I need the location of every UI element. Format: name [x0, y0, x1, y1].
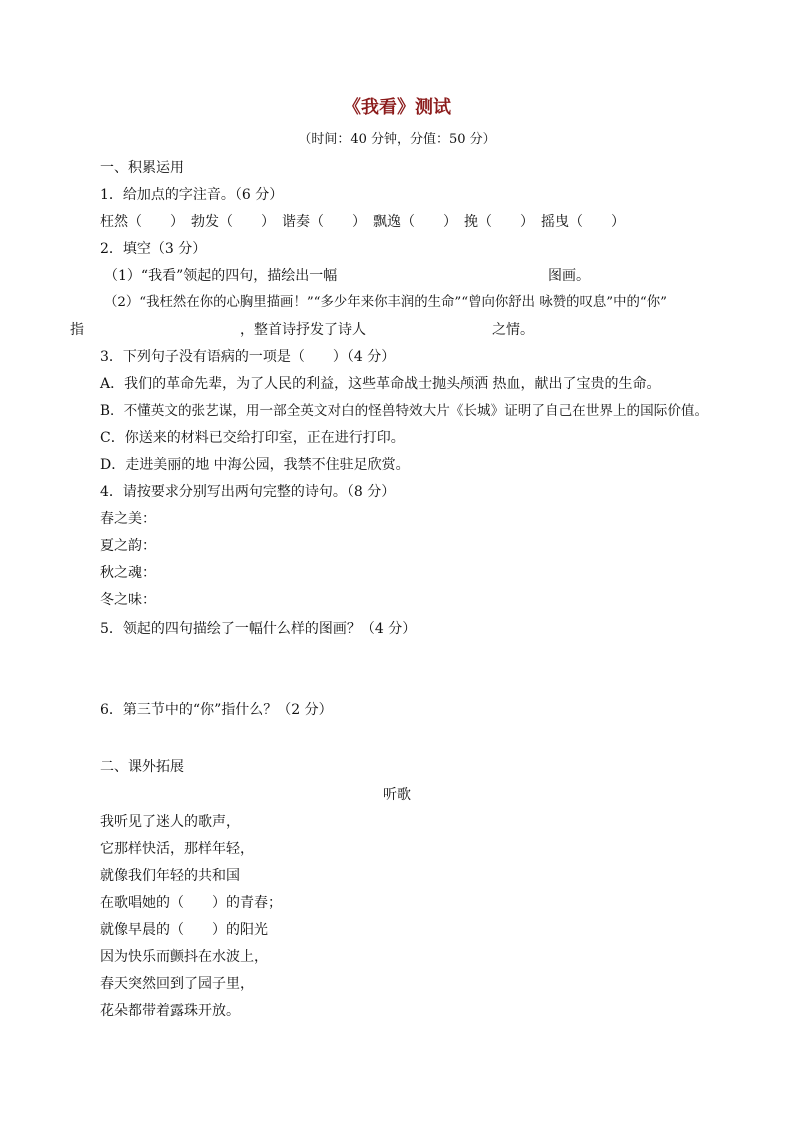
- question-5: 5．领起的四句描绘了一幅什么样的图画？（4 分）: [100, 621, 417, 637]
- poem-line: 就像早晨的（ ）的阳光: [100, 922, 268, 938]
- question-2-2-middle: ，整首诗抒发了诗人: [240, 322, 366, 338]
- question-2-2-suffix: 之情。: [492, 322, 534, 338]
- question-3-option-a: A．我们的革命先辈，为了人民的利益，这些革命战士抛头颅洒 热血，献出了宝贵的生命。: [100, 376, 661, 392]
- question-4-spring: 春之美：: [100, 511, 156, 527]
- question-4-autumn: 秋之魂：: [100, 565, 156, 581]
- poem-line: 春天突然回到了园子里，: [100, 976, 254, 992]
- poem-line: 它那样快活，那样年轻，: [100, 841, 254, 857]
- poem-line: 因为快乐而颤抖在水波上，: [100, 949, 268, 965]
- poem-title: 听歌: [383, 787, 411, 803]
- question-2-2-label: 指: [70, 322, 84, 338]
- question-2-1-suffix: 图画。: [548, 268, 590, 284]
- document-title: 《我看》测试: [343, 97, 451, 118]
- question-3-option-c: C．你送来的材料已交给打印室，正在进行打印。: [100, 430, 405, 446]
- question-3-option-b: B．不懂英文的张艺谋，用一部全英文对白的怪兽特效大片《长城》证明了自己在世界上的国际价值。: [100, 403, 709, 419]
- question-1: 1．给加点的字注音。（6 分）: [100, 187, 284, 203]
- question-1-items: 枉然（ ） 勃发（ ） 谐奏（ ） 飘逸（ ） 挽（ ） 摇曳（ ）: [100, 214, 625, 230]
- question-4-winter: 冬之味：: [100, 592, 156, 608]
- section-2-heading: 二、课外拓展: [100, 759, 184, 775]
- question-2-2: （2）“我枉然在你的心胸里描画！”“多少年来你丰润的生命”“曾向你舒出 咏赞的叹息”中的“你”: [104, 295, 667, 310]
- section-1-heading: 一、积累运用: [100, 160, 184, 176]
- question-4-summer: 夏之韵：: [100, 538, 156, 554]
- poem-line: 我听见了迷人的歌声，: [100, 814, 240, 830]
- question-3-option-d: D．走进美丽的地 中海公园，我禁不住驻足欣赏。: [100, 457, 410, 473]
- poem-line: 就像我们年轻的共和国: [100, 868, 240, 884]
- question-2: 2．填空（3 分）: [100, 241, 207, 257]
- question-3: 3．下列句子没有语病的一项是（ ）（4 分）: [100, 349, 396, 365]
- question-2-1-prefix: （1）“我看”领起的四句，描绘出一幅: [104, 268, 338, 284]
- poem-line: 花朵都带着露珠开放。: [100, 1003, 240, 1019]
- question-6: 6．第三节中的“你”指什么？（2 分）: [100, 702, 333, 718]
- poem-line: 在歌唱她的（ ）的青春；: [100, 895, 282, 911]
- question-4: 4．请按要求分别写出两句完整的诗句。（8 分）: [100, 484, 396, 500]
- document-subtitle: （时间：40 分钟，分值：50 分）: [298, 132, 496, 147]
